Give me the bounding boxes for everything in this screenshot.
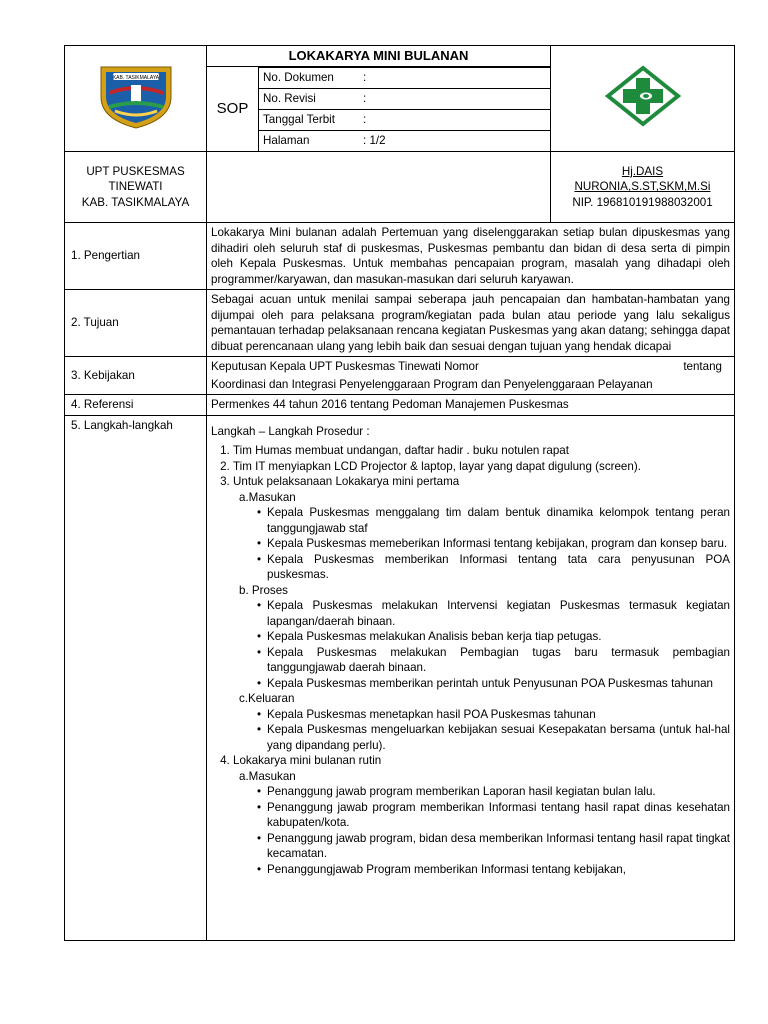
sop-table: [64, 45, 735, 941]
meta-label: Halaman: [263, 134, 310, 147]
meta-value: : 1/2: [363, 134, 386, 147]
step-1: [233, 443, 730, 459]
langkah-cell: [207, 415, 735, 940]
meta-row-revisi: [259, 89, 551, 110]
green-cross-logo-icon: [603, 64, 683, 128]
list-item: • Kepala Puskesmas memberikan Informasi tentang tata cara penyusunan POA puskesmas.: [267, 552, 730, 583]
step-4-a-label: a.Masukan: [239, 769, 296, 783]
kebijakan-cell: [207, 357, 735, 395]
meta-row-tanggal: [259, 110, 551, 131]
organization-cell: [65, 152, 207, 223]
tujuan-label: 2. Tujuan: [65, 290, 207, 357]
meta-value: :: [363, 71, 367, 84]
langkah-label: 5. Langkah-langkah: [65, 415, 207, 940]
step-4: [233, 753, 730, 877]
kebijakan-line1-left: Keputusan Kepala UPT Puskesmas Tinewati Nomor: [211, 360, 479, 373]
step-3-a-label: a.Masukan: [239, 490, 296, 504]
list-item: • Kepala Puskesmas menetapkan hasil POA Puskesmas tahunan: [267, 707, 730, 723]
meta-value: :: [363, 92, 367, 105]
org-line-1: UPT PUSKESMAS: [86, 164, 185, 178]
step-3-b-list: [233, 598, 730, 691]
list-item: • Penanggung jawab program memberikan Laporan hasil kegiatan bulan lalu.: [267, 784, 730, 800]
kebijakan-rest: Koordinasi dan Integrasi Penyelenggaraan Program dan Penyelenggaraan Pelayanan: [211, 377, 653, 391]
meta-label: No. Revisi: [263, 92, 316, 105]
step-3-a-list: [233, 505, 730, 583]
org-line-2: TINEWATI: [108, 180, 163, 194]
step-2-text: Tim IT menyiapkan LCD Projector & laptop, layar yang dapat digulung (screen).: [233, 459, 641, 473]
referensi-text: Permenkes 44 tahun 2016 tentang Pedoman Manajemen Puskesmas: [207, 395, 735, 416]
meta-label: No. Dokumen: [263, 71, 334, 84]
step-4-a-list: [233, 784, 730, 877]
step-3-text: Untuk pelaksanaan Lokakarya mini pertama: [233, 475, 460, 488]
pengertian-text: Lokakarya Mini bulanan adalah Pertemuan yang diselenggarakan setiap bulan dipuskesmas yang dihadiri oleh seluruh staf di puskesmas, Puskesmas pembantu dan bidan di desa serta di pimpin oleh Kepala Puskesmas. Untuk membahas pencapaian program, masalah yang dihadapi oleh programmer/karyawan, dan masukan-masukan dari seluruh karyawan.: [207, 223, 735, 290]
meta-label: Tanggal Terbit: [263, 113, 335, 126]
langkah-intro: Langkah – Langkah Prosedur :: [211, 424, 370, 438]
svg-text:KAB. TASIKMALAYA: KAB. TASIKMALAYA: [112, 75, 159, 82]
steps-list: [211, 443, 730, 877]
step-1-text: Tim Humas membuat undangan, daftar hadir . buku notulen rapat: [233, 444, 569, 457]
meta-row-dokumen: [259, 68, 551, 89]
signer-name-2: NURONIA,S.ST,SKM,M.Si: [574, 180, 711, 194]
pengertian-label: 1. Pengertian: [65, 223, 207, 290]
signer-nip: NIP. 196810191988032001: [572, 195, 713, 209]
list-item: • Kepala Puskesmas memeberikan Informasi tentang kebijakan, program dan konsep baru.: [267, 536, 730, 552]
step-3-b-label: b. Proses: [239, 583, 288, 597]
step-3-c-label: c.Keluaran: [239, 692, 295, 705]
kebijakan-label: 3. Kebijakan: [65, 357, 207, 395]
meta-row-halaman: [259, 131, 551, 152]
district-logo-cell: [65, 46, 207, 152]
kebijakan-line1-right: tentang: [683, 360, 722, 373]
blank-cell: [207, 152, 551, 223]
step-3-c-list: [233, 707, 730, 754]
list-item: • Kepala Puskesmas mengeluarkan kebijakan sesuai Kesepakatan bersama (untuk hal-hal yang dipandang perlu).: [267, 722, 730, 753]
health-logo-cell: [551, 46, 735, 152]
referensi-label: 4. Referensi: [65, 395, 207, 416]
step-4-text: Lokakarya mini bulanan rutin: [233, 754, 382, 767]
document-title: LOKAKARYA MINI BULANAN: [207, 46, 551, 67]
org-line-3: KAB. TASIKMALAYA: [81, 195, 190, 209]
step-3: [233, 474, 730, 753]
list-item: • Kepala Puskesmas melakukan Pembagian tugas baru termasuk pembagian tanggungjawab daerah binaan.: [267, 645, 730, 676]
meta-value: :: [363, 113, 367, 126]
list-item: • Kepala Puskesmas melakukan Intervensi kegiatan Puskesmas termasuk kegiatan lapangan/daerah binaan.: [267, 598, 730, 629]
list-item: • Penanggung jawab program, bidan desa memberikan Informasi tentang hasil rapat tingkat kecamatan.: [267, 831, 730, 862]
signer-name-1: Hj.DAIS: [621, 164, 664, 178]
sop-label: SOP: [207, 67, 259, 152]
list-item: • Penanggungjawab Program memberikan Informasi tentang kebijakan,: [267, 862, 730, 878]
list-item: • Penanggung jawab program memberikan Informasi tentang hasil rapat dinas kesehatan kabupaten/kota.: [267, 800, 730, 831]
tujuan-text: Sebagai acuan untuk menilai sampai seberapa jauh pencapaian dan hambatan-hambatan yang dijumpai oleh para pelaksana program/kegiatan pada bulan atau periode yang lalu sekaligus pemantauan terhadap pelaksanaan rencana kegiatan Puskesmas yang akan datang; sehingga dapat dibuat perencanaan ulang yang lebih baik dan sesuai dengan tujuan yang hendak dicapai: [207, 290, 735, 357]
list-item: • Kepala Puskesmas menggalang tim dalam bentuk dinamika kelompok tentang peran tanggungjawab staf: [267, 505, 730, 536]
list-item: • Kepala Puskesmas memberikan perintah untuk Penyusunan POA Puskesmas tahunan: [267, 676, 730, 692]
signer-cell: [551, 152, 735, 223]
step-2: [233, 459, 730, 475]
district-shield-logo-icon: [95, 61, 177, 131]
list-item: • Kepala Puskesmas melakukan Analisis beban kerja tiap petugas.: [267, 629, 730, 645]
